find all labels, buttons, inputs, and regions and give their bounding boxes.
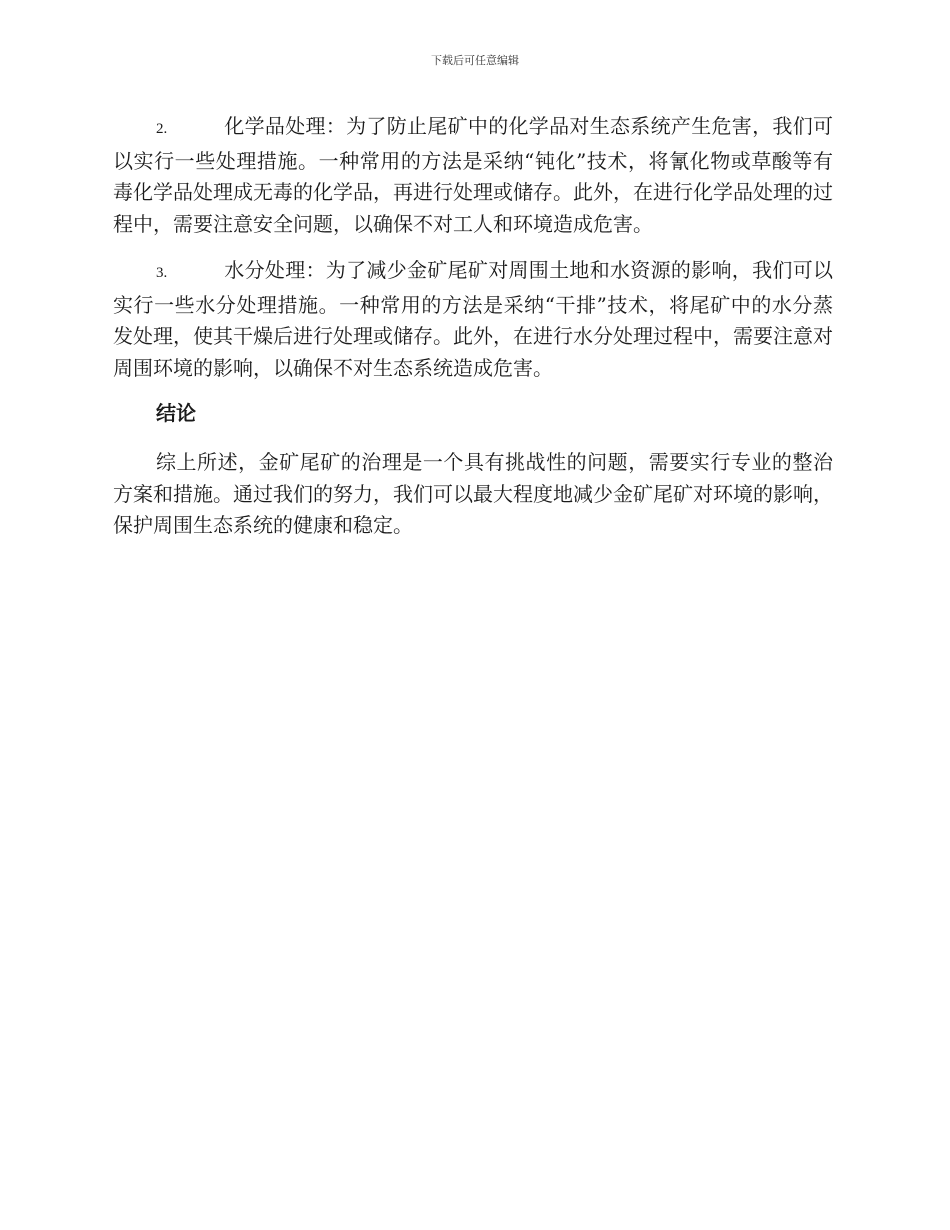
list-item-chemical-treatment bbox=[113, 111, 833, 240]
list-item-water-treatment bbox=[113, 255, 833, 384]
list-item-number: 2. bbox=[156, 121, 168, 137]
conclusion-paragraph: 综上所述，金矿尾矿的治理是一个具有挑战性的问题，需要实行专业的整治方案和措施。通过我们的努力，我们可以最大程度地减少金矿尾矿对环境的影响，保护周围生态系统的健康和稳定。 bbox=[113, 450, 833, 537]
document-body bbox=[113, 111, 833, 557]
list-item-text: 化学品处理：为了防止尾矿中的化学品对生态系统产生危害，我们可以实行一些处理措施。一种常用的方法是采纳“钝化”技术，将氰化物或草酸等有毒化学品处理成无毒的化学品，再进行处理或储存。此外，在进行化学品处理的过程中，需要注意安全问题，以确保不对工人和环境造成危害。 bbox=[113, 114, 833, 236]
list-item-number: 3. bbox=[156, 265, 168, 281]
list-item-text: 水分处理：为了减少金矿尾矿对周围土地和水资源的影响，我们可以实行一些水分处理措施。一种常用的方法是采纳“干排”技术，将尾矿中的水分蒸发处理，使其干燥后进行处理或储存。此外，在进行水分处理过程中，需要注意对周围环境的影响，以确保不对生态系统造成危害。 bbox=[113, 258, 833, 380]
section-heading-conclusion: 结论 bbox=[156, 401, 196, 425]
page-header: 下载后可任意编辑 bbox=[431, 54, 519, 67]
